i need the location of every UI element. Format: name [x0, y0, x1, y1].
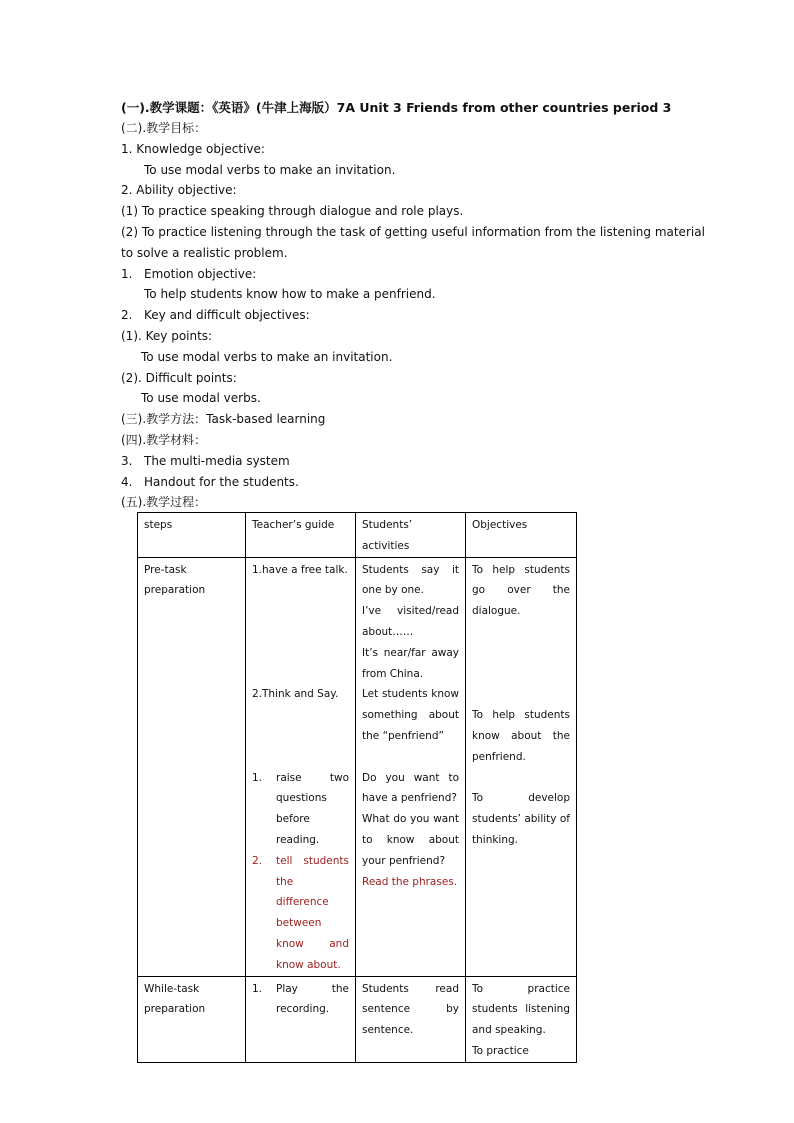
objective-text: To practice [472, 1044, 529, 1057]
key-points-text: To use modal verbs to make an invitation. [141, 350, 393, 364]
table-row-while-task [138, 976, 577, 1062]
material-item [121, 474, 299, 490]
activity-text: Students say it one by one. [362, 563, 459, 597]
list-number: 2. [252, 854, 263, 867]
difficult-points-label: (2). Difficult points: [121, 371, 237, 385]
table-row-pre-task [138, 557, 577, 976]
header-teachers-guide: Teacher’s guide [246, 513, 356, 558]
list-text: Handout for the students. [144, 475, 299, 489]
objective-text: To develop students’ ability of thinking. [472, 792, 570, 846]
activity-text: Do you want to have a penfriend? [362, 771, 459, 805]
list-text: tell students the difference between know and know about. [276, 854, 349, 971]
list-number: 1. [252, 982, 263, 995]
students-activities-cell [356, 976, 466, 1062]
header-steps: steps [138, 513, 246, 558]
goals-heading: (二).教学目标： [121, 121, 207, 135]
teaching-process-table [137, 512, 577, 1063]
key-difficult-label [121, 307, 310, 323]
objective-text: To practice students listening and speaking. [472, 982, 570, 1037]
header-students-activities: Students’ activities [356, 513, 466, 558]
guide-list [252, 979, 349, 1021]
activity-text: Students read sentence by sentence. [362, 982, 459, 1037]
list-number: 4. [121, 475, 133, 489]
ability-objective-2: (2) To practice listening through the task of getting useful information from the listening material [121, 225, 705, 239]
teachers-guide-cell [246, 557, 356, 976]
activity-text: Let students know something about the “penfriend” [362, 688, 459, 742]
knowledge-objective-text: To use modal verbs to make an invitation. [144, 163, 396, 177]
list-item [252, 979, 349, 1021]
guide-list [252, 768, 349, 976]
objective-text: To help students know about the penfriend. [472, 709, 570, 763]
activity-text: I’ve visited/read about…… [362, 605, 459, 638]
guide-item: 2.Think and Say. [252, 688, 339, 701]
teachers-guide-cell [246, 976, 356, 1062]
header-objectives: Objectives [466, 513, 577, 558]
activity-text: It’s near/far away from China. [362, 646, 459, 680]
material-item [121, 453, 290, 469]
difficult-points-text: To use modal verbs. [141, 391, 261, 405]
list-number: 1. [252, 771, 263, 784]
table-header-row [138, 513, 577, 558]
list-text: The multi-media system [144, 454, 290, 468]
objectives-cell [466, 557, 577, 976]
list-item [252, 768, 349, 851]
emotion-objective-label [121, 266, 256, 282]
key-points-label: (1). Key points: [121, 329, 213, 343]
students-activities-cell [356, 557, 466, 976]
guide-item: 1.have a free talk. [252, 563, 348, 576]
list-text: Emotion objective: [144, 267, 257, 281]
process-heading: (五).教学过程： [121, 495, 207, 509]
ability-objective-label: 2. Ability objective: [121, 183, 237, 197]
list-number: 2. [121, 308, 133, 322]
ability-objective-2-cont: to solve a realistic problem. [121, 246, 288, 260]
list-text: Key and difficult objectives: [144, 308, 310, 322]
step-cell: While-task preparation [138, 976, 246, 1062]
list-number: 1. [121, 267, 133, 281]
activity-text: Read the phrases. [362, 875, 458, 888]
objective-text: To help students go over the dialogue. [472, 563, 570, 618]
step-cell: Pre-task preparation [138, 557, 246, 976]
list-text: raise two questions before reading. [276, 771, 349, 846]
objectives-cell [466, 976, 577, 1062]
ability-objective-1: (1) To practice speaking through dialogue and role plays. [121, 204, 464, 218]
knowledge-objective-label: 1. Knowledge objective: [121, 142, 265, 156]
emotion-objective-text: To help students know how to make a penfriend. [144, 287, 436, 301]
list-item [252, 851, 349, 976]
lesson-title: (一).教学课题：《英语》(牛津上海版）7A Unit 3 Friends from other countries period 3 [121, 100, 672, 115]
list-text: Play the recording. [276, 982, 349, 1016]
materials-heading: (四).教学材料： [121, 433, 207, 447]
list-number: 3. [121, 454, 133, 468]
activity-text: What do you want to know about your penfriend? [362, 813, 459, 867]
teaching-method: (三).教学方法：Task-based learning [121, 412, 326, 426]
